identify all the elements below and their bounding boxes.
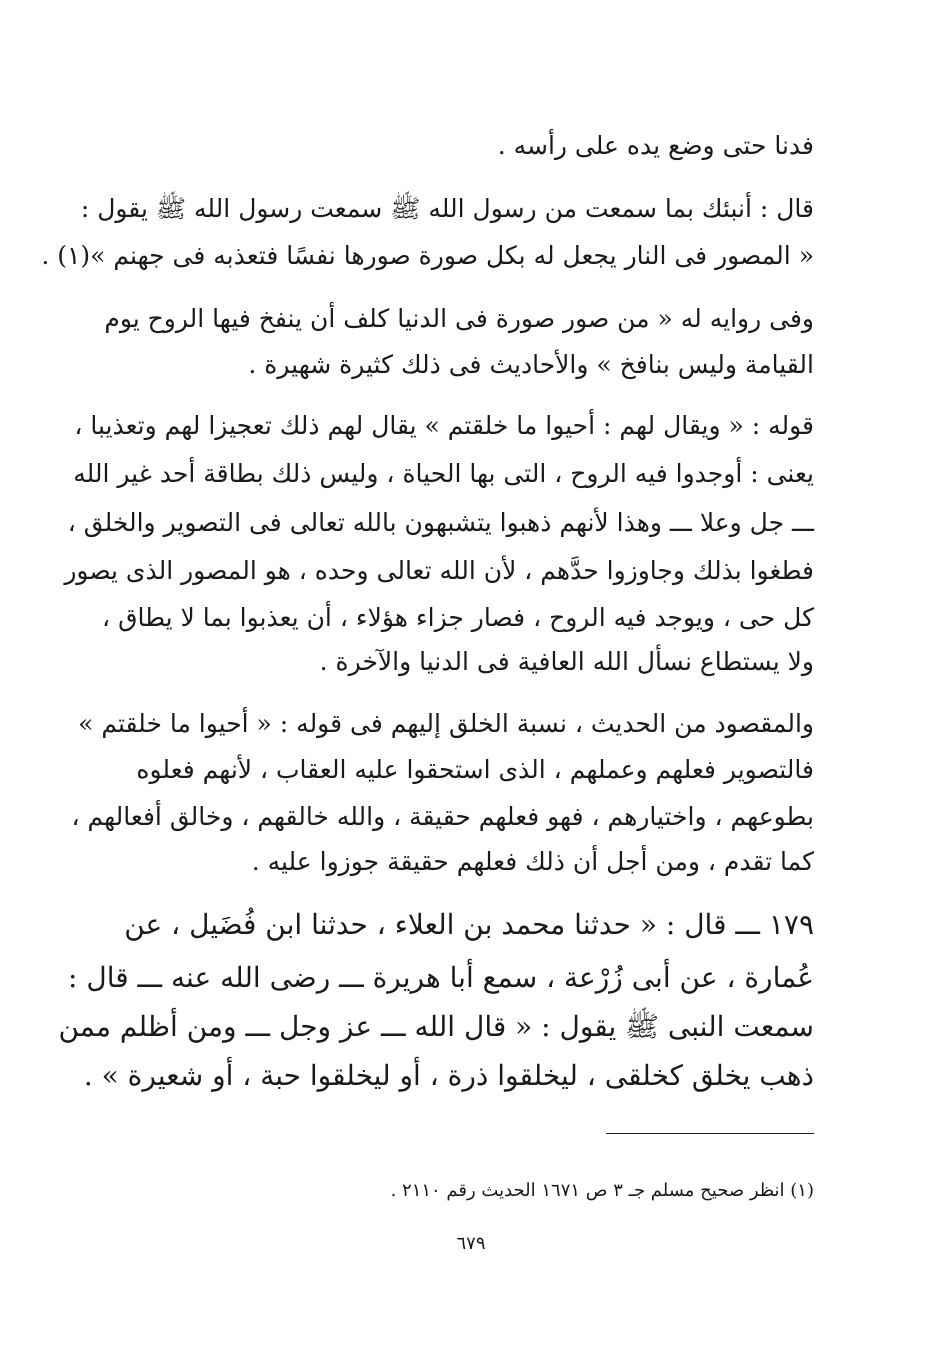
text-line: يعنى : أوجدوا فيه الروح ، التى بها الحياة ، وليس ذلك بطاقة أحد غير الله (73, 459, 814, 488)
text-line: فالتصوير فعلهم وعملهم ، الذى استحقوا عليه العقاب ، لأنهم فعلوه (136, 755, 814, 784)
text-line: القيامة وليس بنافخ » والأحاديث فى ذلك كثيرة شهيرة . (248, 350, 814, 379)
text-line: فطغوا بذلك وجاوزوا حدَّهم ، لأن الله تعالى وحده ، هو المصور الذى يصور (64, 556, 814, 585)
text-line: قال : أنبئك بما سمعت من رسول الله ﷺ سمعت رسول الله ﷺ يقول : (80, 194, 814, 223)
text-line: « المصور فى النار يجعل له بكل صورة صورها نفسًا فتعذبه فى جهنم »(١) . (41, 241, 814, 270)
hadith-line: عُمارة ، عن أبى زُرْعة ، سمع أبا هريرة ـــ رضى الله عنه ـــ قال : (68, 961, 814, 994)
footnote-separator (606, 1133, 814, 1134)
footnote: (١) انظر صحيح مسلم جـ ٣ ص ١٦٧١ الحديث رقم ٢١١٠ . (390, 1180, 814, 1201)
text-line: كما تقدم ، ومن أجل أن ذلك فعلهم حقيقة جوزوا عليه . (251, 847, 814, 876)
hadith-line: ١٧٩ ـــ قال : « حدثنا محمد بن العلاء ، حدثنا ابن فُضَيل ، عن (124, 908, 814, 941)
text-line: بطوعهم ، واختيارهم ، فهو فعلهم حقيقة ، والله خالقهم ، وخالق أفعالهم ، (71, 802, 814, 831)
text-line: قوله : « ويقال لهم : أحيوا ما خلقتم » يقال لهم ذلك تعجيزا لهم وتعذيبا ، (74, 411, 814, 440)
text-line: وفى روايه له « من صور صورة فى الدنيا كلف أن ينفخ فيها الروح يوم (104, 304, 814, 333)
page-number: ٦٧٩ (456, 1233, 486, 1254)
text-line: ـــ جل وعلا ـــ وهذا لأنهم ذهبوا يتشبهون بالله تعالى فى التصوير والخلق ، (67, 508, 814, 537)
text-line: ولا يستطاع نسأل الله العافية فى الدنيا والآخرة . (319, 647, 814, 676)
hadith-line: ذهب يخلق كخلقى ، ليخلقوا ذرة ، أو ليخلقوا حبة ، أو شعيرة » . (83, 1059, 814, 1092)
text-line: فدنا حتى وضع يده على رأسه . (497, 131, 814, 160)
text-line: والمقصود من الحديث ، نسبة الخلق إليهم فى قوله : « أحيوا ما خلقتم » (78, 709, 814, 738)
text-line: كل حى ، ويوجد فيه الروح ، فصار جزاء هؤلاء ، أن يعذبوا بما لا يطاق ، (102, 603, 814, 632)
hadith-line: سمعت النبى ﷺ يقول : « قال الله ـــ عز وجل ـــ ومن أظلم ممن (58, 1010, 814, 1043)
